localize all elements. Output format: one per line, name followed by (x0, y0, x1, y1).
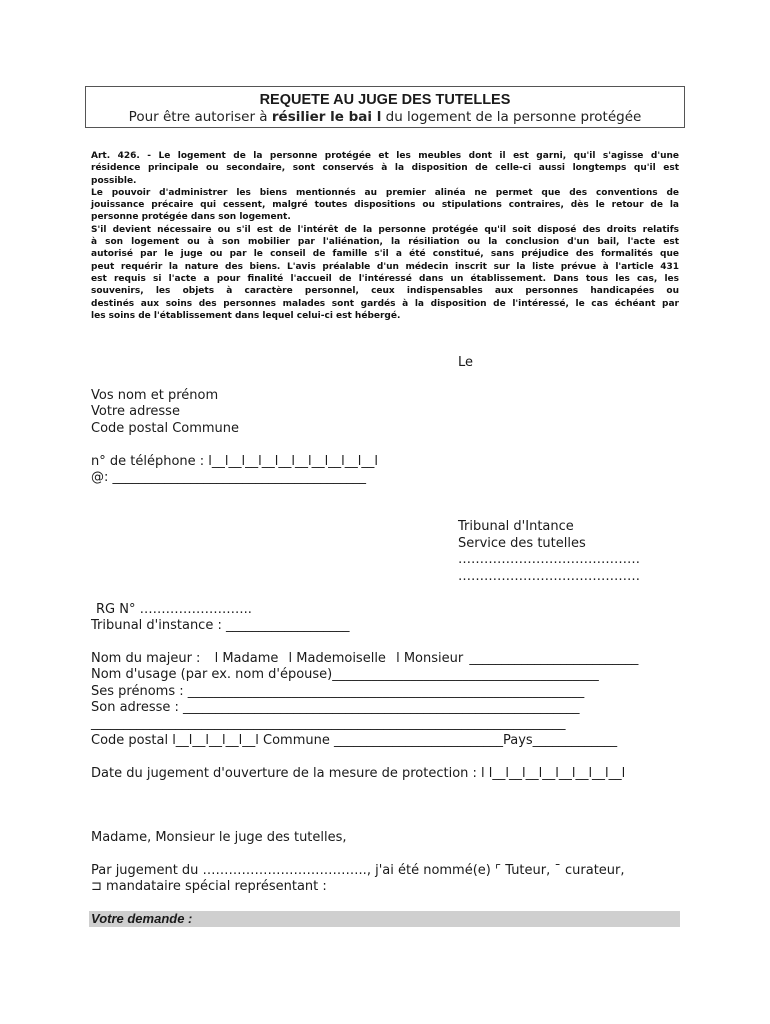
majeur-nom-label: Nom du majeur : (91, 651, 201, 666)
letter-salutation: Madame, Monsieur le juge des tutelles, (91, 830, 347, 845)
subtitle-before: Pour être autoriser à (128, 109, 272, 125)
majeur-adresse-line2: _________________________________________________________________________ (91, 716, 566, 731)
majeur-usage: Nom d'usage (par ex. nom d'épouse)_________________________________________ (91, 667, 599, 682)
recipient-line2: Service des tutelles (458, 536, 586, 551)
jugement-date: Date du jugement d'ouverture de la mesure de protection : l l__l__l__l__l__l__l__l__l (91, 766, 626, 781)
document-title: REQUETE AU JUGE DES TUTELLES (259, 92, 511, 108)
article-line: peut requérir la nature des biens. L'avis préalable d'un médecin inscrit sur la liste prévue à l'article 431 (91, 261, 679, 272)
majeur-nom-row (91, 651, 638, 667)
subtitle-bold: résilier le bai l (271, 109, 382, 125)
sender-postal: Code postal Commune (91, 421, 240, 436)
article-line: jouissance précaire qui cessent, malgré toutes dispositions ou stipulations contraires, dès le retour de la (91, 200, 679, 211)
majeur-postal: Code postal l__l__l__l__l__l Commune __________________________Pays_____________ (91, 733, 618, 748)
demande-section-bar (89, 911, 680, 927)
article-line: est requis si l'acte a pour finalité l'accueil de l'intéressé dans un établissement. Dans tous les cas, les (91, 273, 679, 284)
letter-body-line2: ⊐ mandataire spécial représentant : (91, 879, 327, 894)
recipient-line3: …………………………………… (458, 552, 640, 567)
article-line: résidence principale ou secondaire, sont conservés à la disposition de celle-ci aussi longtemps qu'il est (91, 163, 679, 174)
article-426 (91, 150, 679, 322)
option-mademoiselle: l Mademoiselle (288, 651, 386, 666)
article-line: autorisé par le juge ou par le conseil de famille s'il a été constitué, sans préjudice des formalités que (91, 249, 679, 260)
rg-number: RG N° …………………….. (96, 602, 252, 617)
sender-name: Vos nom et prénom (91, 388, 219, 403)
article-line: à son logement ou à son mobilier par l'aliénation, la résiliation ou la conclusion d'un bail, l'acte est (91, 237, 679, 248)
majeur-nom-line: __________________________ (469, 651, 639, 666)
sender-email: @: _______________________________________ (91, 470, 367, 485)
subtitle-after: du logement de la personne protégée (381, 109, 642, 125)
majeur-adresse: Son adresse : _____________________________________________________________ (91, 700, 580, 715)
demande-label: Votre demande : (91, 911, 193, 926)
option-monsieur: l Monsieur (396, 651, 464, 666)
article-line: Le pouvoir d'administrer les biens mentionnés au premier alinéa ne permet que des conventions de (91, 187, 679, 198)
article-line: destinés aux soins des personnes malades sont gardés à la disposition de l'intéressé, le cas échéant par (91, 298, 679, 309)
sender-address: Votre adresse (91, 404, 180, 419)
majeur-prenoms: Ses prénoms : _____________________________________________________________ (91, 684, 585, 699)
article-line: possible. (91, 175, 137, 186)
header-box (85, 86, 685, 128)
recipient-line1: Tribunal d'Intance (458, 519, 574, 534)
article-line: les soins de l'établissement dans lequel celui-ci est hébergé. (91, 310, 401, 321)
article-line: S'il devient nécessaire ou s'il est de l'intérêt de la personne protégée qu'il soit disposé des droits relatifs (91, 224, 679, 235)
date-label: Le (458, 355, 474, 370)
tribunal-instance: Tribunal d'instance : ___________________ (91, 618, 350, 633)
sender-phone: n° de téléphone : l__l__l__l__l__l__l__l__l__l__l (91, 454, 379, 469)
article-line: Art. 426. - Le logement de la personne protégée et les meubles dont il est garni, qu'il s'agisse d'une (91, 151, 679, 161)
recipient-line4: …………………………………… (458, 569, 640, 584)
document-subtitle (86, 109, 684, 126)
article-line: personne protégée dans son logement. (91, 212, 291, 223)
article-line: souvenirs, les objets à caractère personnel, ceux indispensables aux personnes handicapées ou (91, 286, 679, 297)
letter-body-line1: Par jugement du ……………………………….., j'ai été nommé(e) ⌜ Tuteur, ¯ curateur, (91, 863, 625, 878)
option-madame: l Madame (214, 651, 279, 666)
